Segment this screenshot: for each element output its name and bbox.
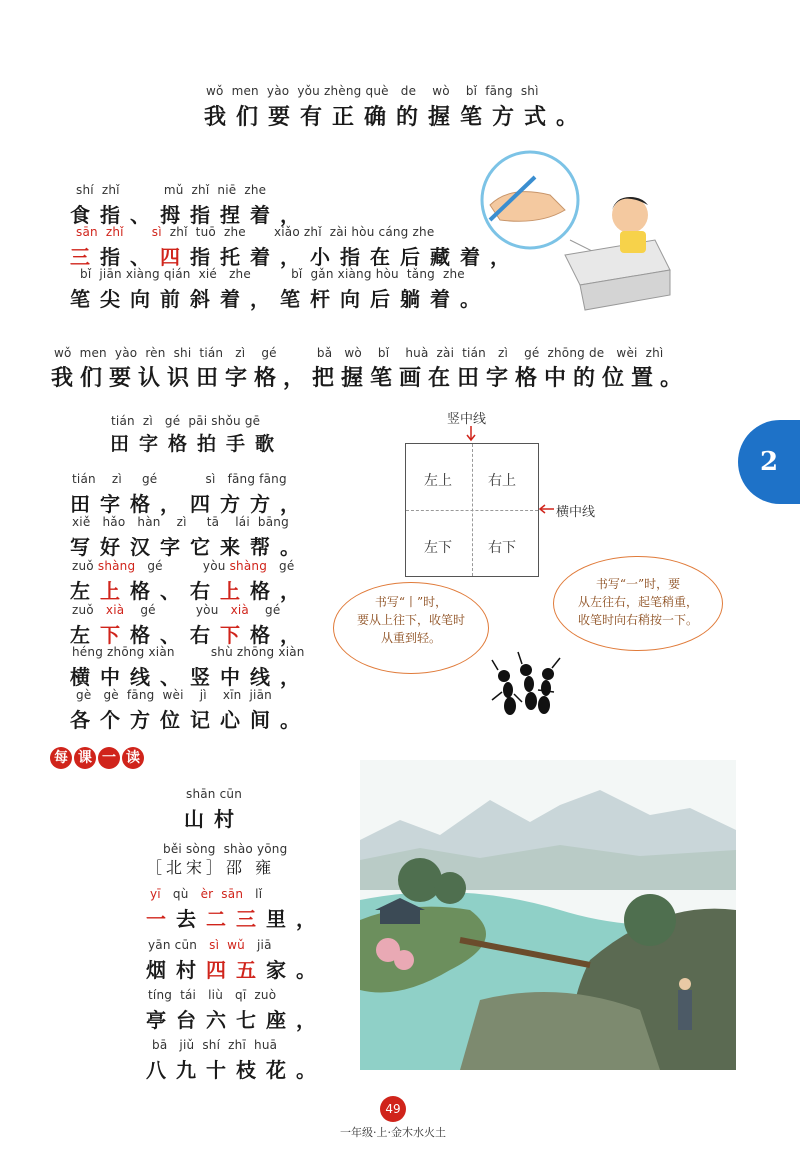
poem-line3-text: 亭台六七座， [146,1008,326,1032]
poem-line2-text: 烟村四五家。 [146,958,326,982]
song-line6-text: 各个方位记心间。 [70,708,310,732]
bubble-right-line1: 书写“一”时，要 [595,577,681,591]
bubble-right-line2: 从左往右，起笔稍重， [577,595,698,609]
line1-pinyin: shí zhǐ mǔ zhǐ niē zhe [76,183,267,197]
speech-bubble-left [333,582,489,674]
arrow-left-icon [538,503,554,515]
song-line5-text: 横中线、竖中线， [70,665,310,689]
page-number: 49 [380,1096,406,1122]
arrow-down-icon [465,426,477,442]
bubble-left-line3: 从重到轻。 [380,631,441,645]
speech-bubble-right [553,556,723,651]
poem-author: ［北宋］邵 雍 [146,858,276,877]
poem-title: 山村 [184,807,244,831]
section1-title: 我们要有正确的握笔方式。 [204,104,589,130]
daily-read-char4: 读 [122,747,144,769]
poem-line4-pinyin: bā jiǔ shí zhī huā [148,1038,278,1052]
village-landscape-painting [360,760,736,1070]
section1-title-pinyin: wǒ men yào yǒu zhèng què de wò bǐ fāng shì [206,84,539,98]
section2-title-pinyin: wǒ men yào rèn shi tián zì gé bǎ wò bǐ huà zài tián zì gé zhōng de wèi zhì [54,346,664,360]
song-line2-pinyin: xiě hǎo hàn zì tā lái bāng [72,515,289,529]
daily-read-char1: 每 [50,747,72,769]
tianzige-grid [405,443,539,577]
song-line4-text: 左下格、右下格， [70,623,310,647]
song-line1-text: 田字格，四方方， [70,492,310,516]
poem-line2-pinyin: yān cūn sì wǔ jiā [148,938,272,952]
line2-text [70,241,520,270]
song-line4-pinyin: zuǒ xià gé yòu xià gé [72,603,281,617]
cell-bottom-left: 左下 [424,540,452,556]
song-line3-pinyin: zuǒ shàng gé yòu shàng gé [72,559,295,573]
poem-line4-text: 八九十枝花。 [146,1058,326,1082]
line2-part4: 指托着，小指在后藏着， [190,245,520,269]
daily-read-label [50,747,146,769]
line2-pinyin-red-a: sān zhǐ [76,225,124,239]
song-title: 田字格拍手歌 [110,433,285,455]
song-line1-pinyin: tián zì gé sì fāng fāng [72,472,287,486]
ants-illustration [484,648,574,720]
bubble-right-line3: 收笔时向右稍按一下。 [577,613,698,627]
line2-part2: 指、 [100,245,160,269]
poem-title-pinyin: shān cūn [186,787,243,801]
section2-title: 我们要认识田字格，把握笔画在田字格中的位置。 [51,365,690,391]
poem-author-pinyin: běi sòng shào yōng [163,842,288,856]
line2-red-si: 四 [160,245,190,269]
line3-pinyin: bǐ jiān xiàng qián xié zhe bǐ gǎn xiàng hòu tǎng zhe [76,267,465,281]
vertical-centerline-label: 竖中线 [447,412,487,427]
song-line2-text: 写好汉字它来帮。 [70,535,310,559]
page-footer: 一年级·上·金木水火土 [340,1126,446,1139]
writing-boy-illustration [470,145,680,315]
line2-pinyin-rest: zhǐ tuō zhe xiǎo zhǐ zài hòu cáng zhe [161,225,435,239]
song-line3-text: 左上格、右上格， [70,579,310,603]
line2-pinyin-red-b: sì [123,225,162,239]
poem-line1-text: 一去二三里， [146,907,326,931]
horizontal-centerline-label: 横中线 [556,505,596,520]
song-line6-pinyin: gè gè fāng wèi jì xīn jiān [72,688,272,702]
line1-text: 食指、拇指捏着， [70,203,310,227]
bubble-left-line2: 要从上往下，收笔时 [356,613,465,627]
line2-red-san: 三 [70,245,100,269]
bubble-left-line1: 书写“丨”时， [374,595,448,609]
song-line5-pinyin: héng zhōng xiàn shù zhōng xiàn [72,645,305,659]
chapter-number: 2 [759,447,779,477]
cell-top-right: 右上 [488,473,516,489]
cell-top-left: 左上 [424,473,452,489]
chapter-tab [738,420,800,504]
line3-text: 笔尖向前斜着，笔杆向后躺着。 [70,287,490,311]
poem-line1-pinyin: yī qù èr sān lǐ [150,887,263,901]
cell-bottom-right: 右下 [488,540,516,556]
song-title-pinyin: tián zì gé pāi shǒu gē [111,414,261,428]
daily-read-char3: 一 [98,747,120,769]
horizontal-centerline [406,510,538,511]
poem-line3-pinyin: tíng tái liù qī zuò [148,988,277,1002]
daily-read-char2: 课 [74,747,96,769]
line2-pinyin [76,225,434,239]
